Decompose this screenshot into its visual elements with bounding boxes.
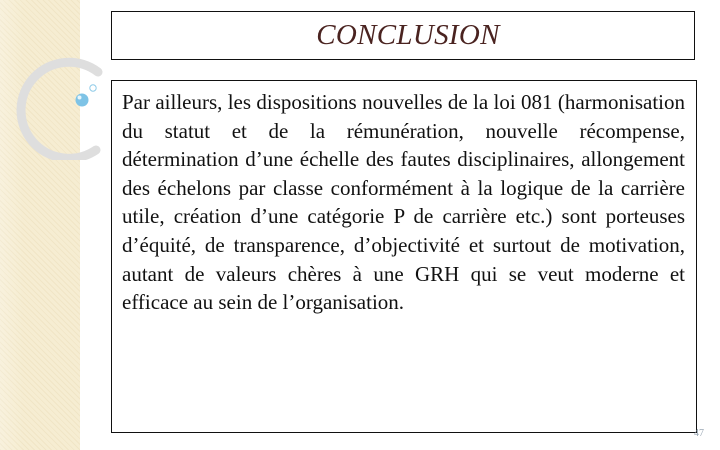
large-bubble-icon xyxy=(76,94,89,107)
small-bubble-icon xyxy=(90,85,96,91)
conclusion-paragraph: Par ailleurs, les dispositions nouvelles de la loi 081 (harmonisation du statut et de la rémunération, nouvelle récompense, détermination d’une échelle des fautes disciplinaires, allongement des échelons par classe conformément à la logique de la carrière utile, création d’une catégorie P de carrière etc.) sont porteuses d’équité, de transparence, d’objectivité et surtout de motivation, autant de valeurs chères à une GRH qui se veut moderne et efficace au sein de l’organisation. xyxy=(122,90,685,315)
slide-title-box xyxy=(111,11,695,60)
white-ring-arc xyxy=(80,0,109,55)
slide-title: CONCLUSION xyxy=(316,19,500,51)
page-number: 47 xyxy=(694,428,704,439)
grey-ring-arc xyxy=(21,62,98,158)
ring-and-bubbles-ornament-icon xyxy=(0,0,120,160)
bubble-shine xyxy=(78,96,82,100)
content-box xyxy=(111,80,697,433)
